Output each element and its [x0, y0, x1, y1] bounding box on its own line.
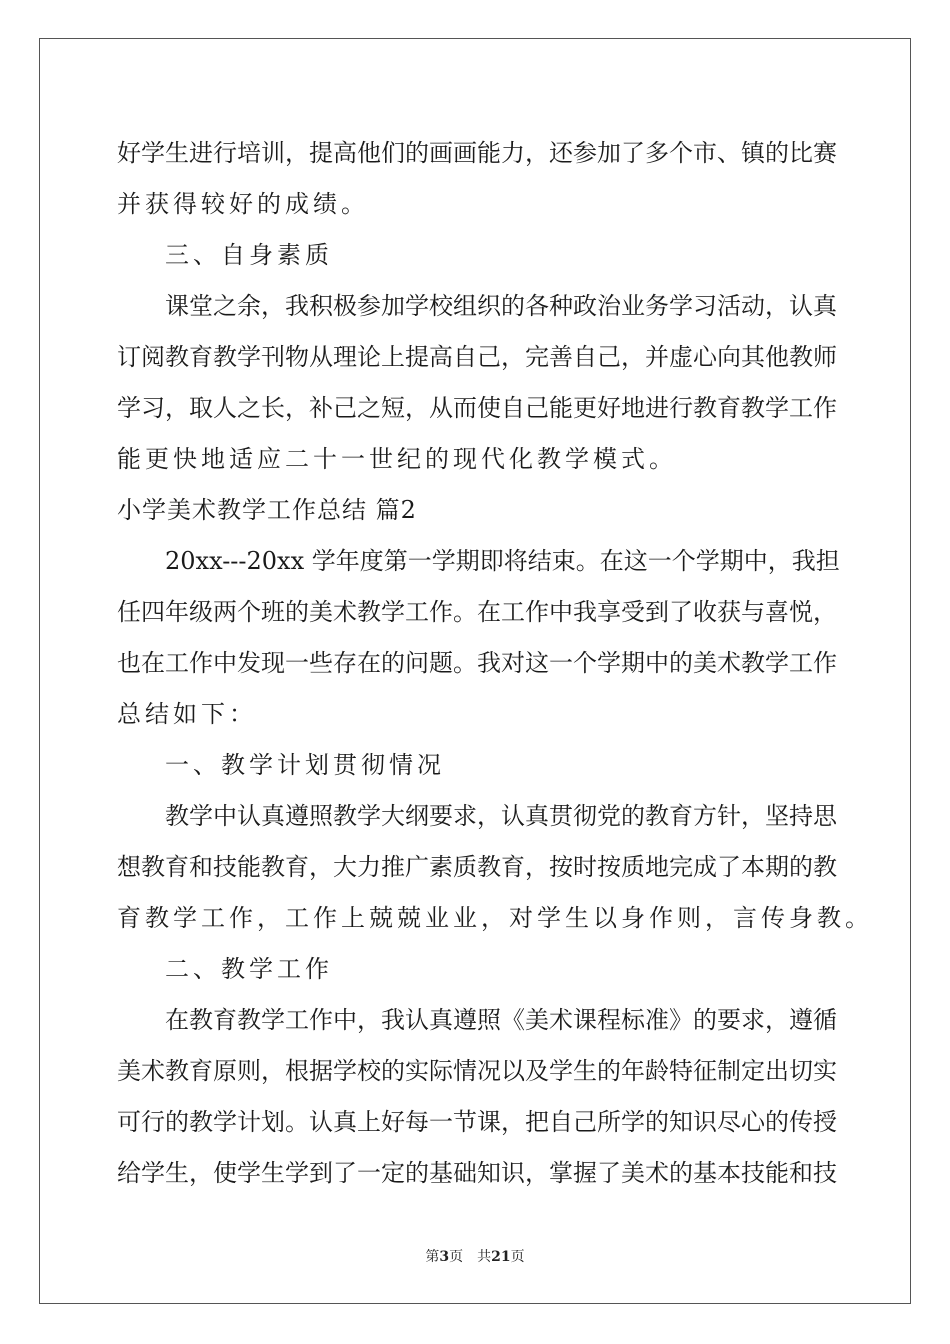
paragraph-line: 任四年级两个班的美术教学工作。在工作中我享受到了收获与喜悦，: [117, 598, 837, 626]
document-body: [117, 128, 873, 1199]
total-prefix: 共: [477, 1249, 492, 1265]
paragraph-line: 可行的教学计划。认真上好每一节课，把自己所学的知识尽心的传授: [117, 1108, 837, 1136]
section-heading: 二、教学工作: [165, 955, 333, 983]
paragraph-line: 想教育和技能教育，大力推广素质教育，按时按质地完成了本期的教: [117, 853, 837, 881]
paragraph-line: 也在工作中发现一些存在的问题。我对这一个学期中的美术教学工作: [117, 649, 837, 677]
page-suffix: 页: [449, 1249, 464, 1265]
paragraph-line: 育教学工作，工作上兢兢业业，对学生以身作则，言传身教。: [117, 904, 873, 932]
page-total: 21: [491, 1249, 511, 1265]
paragraph-line: 美术教育原则，根据学校的实际情况以及学生的年龄特征制定出切实: [117, 1057, 837, 1085]
total-suffix: 页: [510, 1249, 525, 1265]
paragraph-line: 在教育教学工作中，我认真遵照《美术课程标准》的要求，遵循: [165, 1006, 837, 1034]
page-number: 3: [439, 1249, 450, 1265]
paragraph-line: 能更快地适应二十一世纪的现代化教学模式。: [117, 445, 677, 473]
paragraph-line: 课堂之余，我积极参加学校组织的各种政治业务学习活动，认真: [165, 292, 837, 320]
section-heading: 三、自身素质: [165, 241, 333, 269]
section-heading: 一、教学计划贯彻情况: [165, 751, 445, 779]
article-title: 小学美术教学工作总结 篇2: [117, 496, 417, 524]
paragraph-line: 20xx---20xx 学年度第一学期即将结束。在这一个学期中，我担: [165, 547, 840, 575]
page-footer: [0, 1246, 950, 1266]
paragraph-line: 并获得较好的成绩。: [117, 190, 369, 218]
paragraph-line: 给学生，使学生学到了一定的基础知识，掌握了美术的基本技能和技: [117, 1159, 837, 1187]
paragraph-line: 订阅教育教学刊物从理论上提高自己，完善自己，并虚心向其他教师: [117, 343, 837, 371]
page-prefix: 第: [425, 1249, 440, 1265]
paragraph-line: 教学中认真遵照教学大纲要求，认真贯彻党的教育方针，坚持思: [165, 802, 837, 830]
paragraph-line: 好学生进行培训，提高他们的画画能力，还参加了多个市、镇的比赛: [117, 139, 837, 167]
paragraph-line: 学习，取人之长，补己之短，从而使自己能更好地进行教育教学工作: [117, 394, 837, 422]
paragraph-line: 总结如下：: [117, 700, 257, 728]
